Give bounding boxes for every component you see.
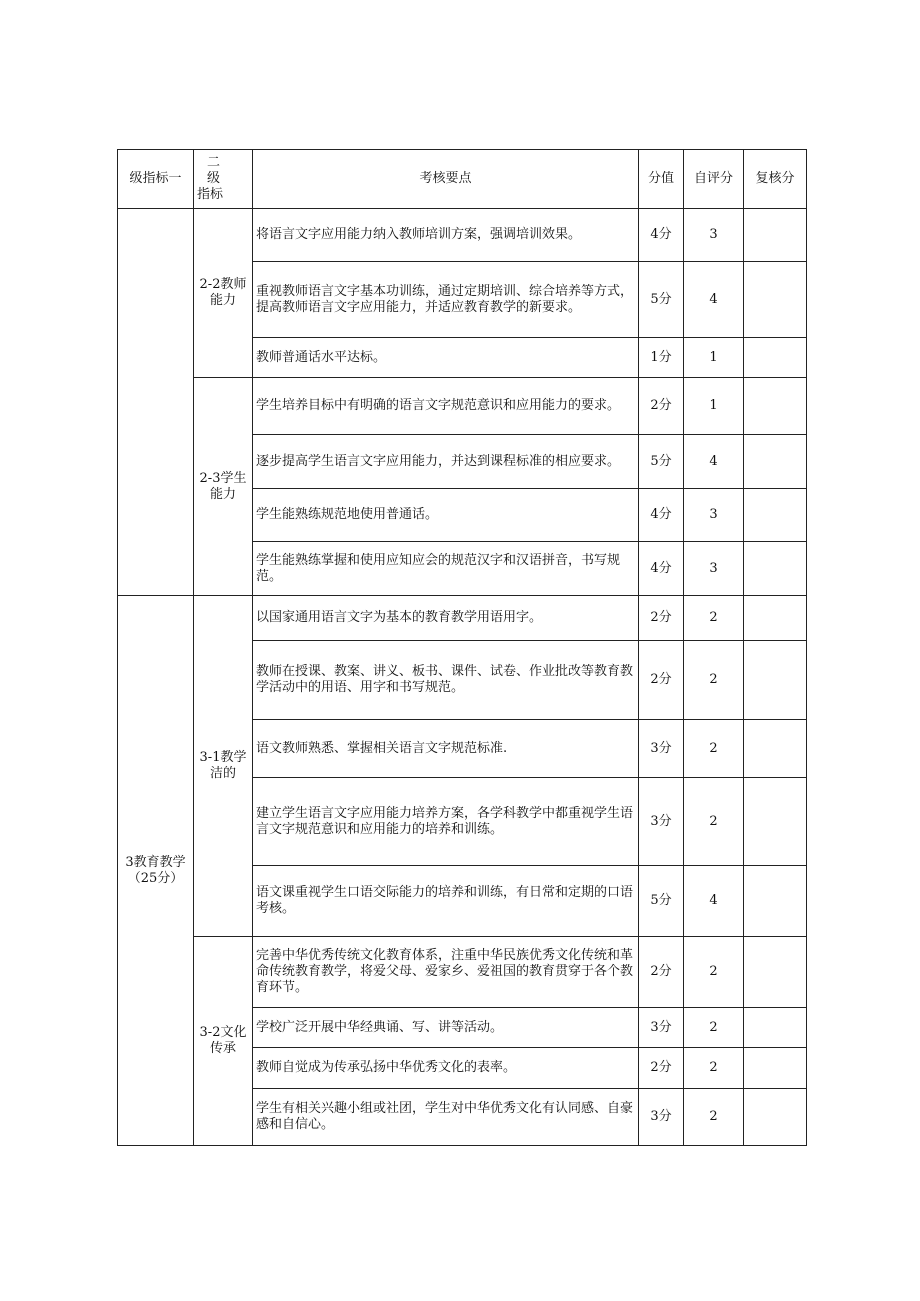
level1-cell-3 <box>118 596 194 1146</box>
review-score-cell[interactable] <box>744 209 807 262</box>
self-score-cell: 2 <box>684 778 744 866</box>
level1-label: 3教育教学 <box>125 854 186 870</box>
self-score-cell: 2 <box>684 596 744 641</box>
review-score-cell[interactable] <box>744 1048 807 1089</box>
score-cell: 5分 <box>639 262 684 338</box>
point-cell: 学校广泛开展中华经典诵、写、讲等活动。 <box>253 1008 639 1048</box>
score-cell: 2分 <box>639 378 684 435</box>
score-cell: 3分 <box>639 720 684 778</box>
header-level1: 级指标一 <box>118 150 194 209</box>
point-cell: 教师在授课、教案、讲义、板书、课件、试卷、作业批改等教育教学活动中的用语、用字和书写规范。 <box>253 641 639 720</box>
level1-cell-2 <box>118 209 194 596</box>
level2-cell-2-2: 2-2教师能力 <box>194 209 253 378</box>
header-level2-top: 二级 <box>207 155 235 186</box>
point-cell: 学生有相关兴趣小组或社团，学生对中华优秀文化有认同感、自豪感和自信心。 <box>253 1089 639 1146</box>
level2-cell-3-2: 3-2文化传承 <box>194 937 253 1146</box>
score-cell: 2分 <box>639 596 684 641</box>
evaluation-table <box>117 149 807 1146</box>
self-score-cell: 2 <box>684 1048 744 1089</box>
review-score-cell[interactable] <box>744 1089 807 1146</box>
table-row <box>118 209 807 262</box>
self-score-cell: 3 <box>684 489 744 542</box>
header-review-score: 复核分 <box>744 150 807 209</box>
self-score-cell: 2 <box>684 1008 744 1048</box>
point-cell: 语文课重视学生口语交际能力的培养和训练，有日常和定期的口语考核。 <box>253 866 639 937</box>
self-score-cell: 3 <box>684 209 744 262</box>
table-row <box>118 937 807 1008</box>
score-cell: 4分 <box>639 489 684 542</box>
point-cell: 以国家通用语言文字为基本的教育教学用语用字。 <box>253 596 639 641</box>
header-level2-bottom: 指标 <box>197 187 224 202</box>
score-cell: 3分 <box>639 1008 684 1048</box>
header-points: 考核要点 <box>253 150 639 209</box>
self-score-cell: 4 <box>684 866 744 937</box>
review-score-cell[interactable] <box>744 262 807 338</box>
review-score-cell[interactable] <box>744 778 807 866</box>
review-score-cell[interactable] <box>744 641 807 720</box>
header-score: 分值 <box>639 150 684 209</box>
self-score-cell: 1 <box>684 338 744 378</box>
self-score-cell: 1 <box>684 378 744 435</box>
point-cell: 完善中华优秀传统文化教育体系，注重中华民族优秀文化传统和革命传统教育教学，将爱父母、爱家乡、爱祖国的教育贯穿于各个教育环节。 <box>253 937 639 1008</box>
review-score-cell[interactable] <box>744 866 807 937</box>
self-score-cell: 4 <box>684 435 744 489</box>
self-score-cell: 4 <box>684 262 744 338</box>
level2-cell-2-3: 2-3学生能力 <box>194 378 253 596</box>
point-cell: 语文教师熟悉、掌握相关语言文字规范标准. <box>253 720 639 778</box>
header-level2 <box>194 150 253 209</box>
point-cell: 教师普通话水平达标。 <box>253 338 639 378</box>
review-score-cell[interactable] <box>744 378 807 435</box>
level2-cell-3-1: 3-1教学洁的 <box>194 596 253 937</box>
review-score-cell[interactable] <box>744 1008 807 1048</box>
score-cell: 2分 <box>639 641 684 720</box>
header-self-score: 自评分 <box>684 150 744 209</box>
self-score-cell: 2 <box>684 641 744 720</box>
point-cell: 教师自觉成为传承弘扬中华优秀文化的表率。 <box>253 1048 639 1089</box>
score-cell: 3分 <box>639 1089 684 1146</box>
table-row <box>118 596 807 641</box>
point-cell: 学生能熟练规范地使用普通话。 <box>253 489 639 542</box>
point-cell: 学生能熟练掌握和使用应知应会的规范汉字和汉语拼音，书写规范。 <box>253 542 639 596</box>
self-score-cell: 3 <box>684 542 744 596</box>
review-score-cell[interactable] <box>744 542 807 596</box>
self-score-cell: 2 <box>684 1089 744 1146</box>
review-score-cell[interactable] <box>744 489 807 542</box>
score-cell: 4分 <box>639 209 684 262</box>
score-cell: 5分 <box>639 866 684 937</box>
review-score-cell[interactable] <box>744 435 807 489</box>
score-cell: 5分 <box>639 435 684 489</box>
score-cell: 2分 <box>639 937 684 1008</box>
point-cell: 建立学生语言文字应用能力培养方案，各学科教学中都重视学生语言文字规范意识和应用能力的培养和训练。 <box>253 778 639 866</box>
header-row <box>118 150 807 209</box>
point-cell: 将语言文字应用能力纳入教师培训方案，强调培训效果。 <box>253 209 639 262</box>
review-score-cell[interactable] <box>744 338 807 378</box>
table-row <box>118 378 807 435</box>
score-cell: 2分 <box>639 1048 684 1089</box>
self-score-cell: 2 <box>684 720 744 778</box>
point-cell: 逐步提高学生语言文字应用能力，并达到课程标准的相应要求。 <box>253 435 639 489</box>
point-cell: 学生培养目标中有明确的语言文字规范意识和应用能力的要求。 <box>253 378 639 435</box>
review-score-cell[interactable] <box>744 937 807 1008</box>
review-score-cell[interactable] <box>744 596 807 641</box>
review-score-cell[interactable] <box>744 720 807 778</box>
level1-sub: （25分） <box>127 870 184 886</box>
score-cell: 3分 <box>639 778 684 866</box>
point-cell: 重视教师语言文字基本功训练，通过定期培训、综合培养等方式，提高教师语言文字应用能力，并适应教育教学的新要求。 <box>253 262 639 338</box>
score-cell: 1分 <box>639 338 684 378</box>
score-cell: 4分 <box>639 542 684 596</box>
self-score-cell: 2 <box>684 937 744 1008</box>
